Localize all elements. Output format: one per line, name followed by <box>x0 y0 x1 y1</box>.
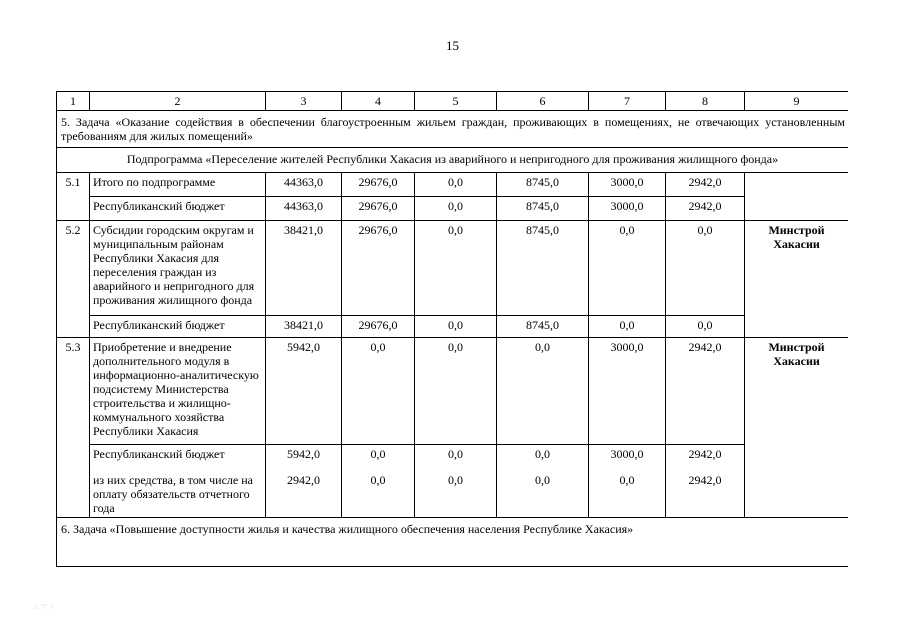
task6-title: 6. Задача «Повышение доступности жилья и качества жилищного обеспечения населения Республике Хакасия» <box>57 517 849 566</box>
row-name: из них средства, в том числе на оплату обязательств отчетного года <box>90 469 266 518</box>
table-row <box>57 173 849 197</box>
cell-c7: 0,0 <box>589 469 666 518</box>
cell-c6: 8745,0 <box>497 221 589 316</box>
cell-c6: 0,0 <box>497 469 589 518</box>
cell-c8: 0,0 <box>666 221 745 316</box>
cell-c7: 3000,0 <box>589 338 666 445</box>
header-cell: 1 <box>57 92 90 111</box>
cell-c5: 0,0 <box>415 445 497 469</box>
cell-c7: 3000,0 <box>589 445 666 469</box>
cell-c5: 0,0 <box>415 469 497 518</box>
row-name: Республиканский бюджет <box>90 316 266 338</box>
cell-c4: 29676,0 <box>342 221 415 316</box>
cell-c4: 0,0 <box>342 445 415 469</box>
cell-c5: 0,0 <box>415 197 497 221</box>
row-number: 5.1 <box>57 173 90 221</box>
cell-c4: 29676,0 <box>342 197 415 221</box>
header-cell: 3 <box>266 92 342 111</box>
cell-c7: 0,0 <box>589 221 666 316</box>
row-number: 5.2 <box>57 221 90 338</box>
header-cell: 5 <box>415 92 497 111</box>
cell-c9 <box>745 173 849 221</box>
cell-c3: 2942,0 <box>266 469 342 518</box>
row-name: Субсидии городским округам и муниципальным районам Республики Хакасия для переселения граждан из аварийного и непригодного для проживания жилищного фонда <box>90 221 266 316</box>
cell-c5: 0,0 <box>415 173 497 197</box>
table-row <box>57 316 849 338</box>
row-name: Итого по подпрограмме <box>90 173 266 197</box>
cell-c5: 0,0 <box>415 338 497 445</box>
table-row <box>57 445 849 469</box>
cell-c3: 38421,0 <box>266 221 342 316</box>
cell-c6: 0,0 <box>497 338 589 445</box>
cell-c3: 5942,0 <box>266 338 342 445</box>
cell-c6: 8745,0 <box>497 197 589 221</box>
header-row <box>57 92 849 111</box>
cell-c8: 2942,0 <box>666 173 745 197</box>
cell-c6: 0,0 <box>497 445 589 469</box>
cell-c7: 3000,0 <box>589 173 666 197</box>
table-row <box>57 197 849 221</box>
cell-c3: 38421,0 <box>266 316 342 338</box>
row-name: Республиканский бюджет <box>90 197 266 221</box>
header-cell: 8 <box>666 92 745 111</box>
cell-c8: 2942,0 <box>666 445 745 469</box>
header-cell: 7 <box>589 92 666 111</box>
scan-artifact: ∴ ∵ ⁘ <box>33 603 57 611</box>
table-row <box>57 469 849 518</box>
cell-c9: Минстрой Хакасии <box>745 338 849 518</box>
cell-c3: 44363,0 <box>266 197 342 221</box>
table-row <box>57 338 849 445</box>
task5-title: 5. Задача «Оказание содействия в обеспечении благоустроенным жильем граждан, проживающих в помещениях, не отвечающих установленным требованиям для жилых помещений» <box>57 111 849 148</box>
header-cell: 9 <box>745 92 849 111</box>
cell-c3: 5942,0 <box>266 445 342 469</box>
header-cell: 6 <box>497 92 589 111</box>
cell-c6: 8745,0 <box>497 173 589 197</box>
cell-c4: 29676,0 <box>342 173 415 197</box>
cell-c8: 2942,0 <box>666 338 745 445</box>
cell-c4: 0,0 <box>342 469 415 518</box>
cell-c7: 0,0 <box>589 316 666 338</box>
row-name: Республиканский бюджет <box>90 445 266 469</box>
data-table <box>56 91 848 567</box>
table-container <box>56 91 848 567</box>
cell-c8: 2942,0 <box>666 469 745 518</box>
cell-c4: 0,0 <box>342 338 415 445</box>
cell-c3: 44363,0 <box>266 173 342 197</box>
task-row <box>57 517 849 566</box>
cell-c8: 0,0 <box>666 316 745 338</box>
cell-c9: Минстрой Хакасии <box>745 221 849 338</box>
cell-c5: 0,0 <box>415 316 497 338</box>
cell-c4: 29676,0 <box>342 316 415 338</box>
table-row <box>57 221 849 316</box>
task-row <box>57 111 849 148</box>
cell-c6: 8745,0 <box>497 316 589 338</box>
cell-c5: 0,0 <box>415 221 497 316</box>
header-cell: 4 <box>342 92 415 111</box>
cell-c7: 3000,0 <box>589 197 666 221</box>
page-number: 15 <box>446 38 459 53</box>
cell-c8: 2942,0 <box>666 197 745 221</box>
subprogram-row <box>57 148 849 173</box>
header-cell: 2 <box>90 92 266 111</box>
row-number: 5.3 <box>57 338 90 518</box>
subprogram-title: Подпрограмма «Переселение жителей Республики Хакасия из аварийного и непригодного для проживания жилищного фонда» <box>57 148 849 173</box>
row-name: Приобретение и внедрение дополнительного модуля в информационно-аналитическую подсистему Министерства строительства и жилищно-коммунального хозяйства Республики Хакасия <box>90 338 266 445</box>
